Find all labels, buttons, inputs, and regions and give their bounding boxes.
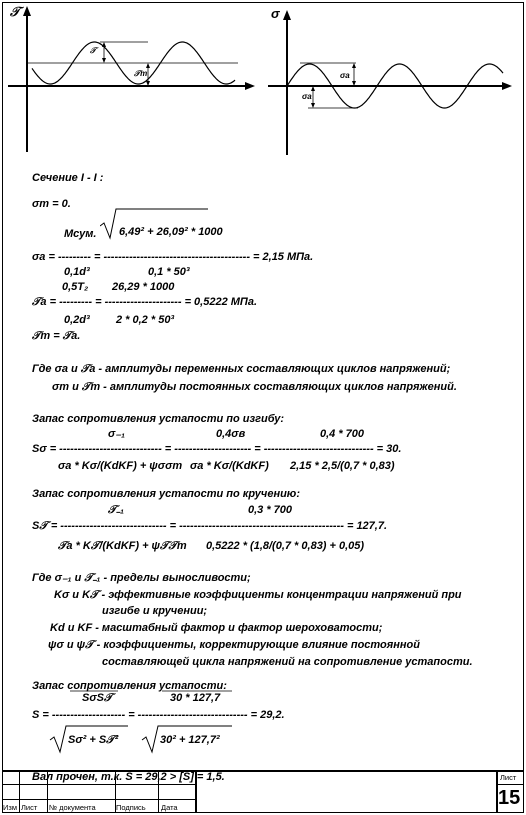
sheet-label: Лист xyxy=(500,773,517,782)
total-num2: 30 * 127,7 xyxy=(170,692,221,704)
total-heading: Запас сопротивления устапости: xyxy=(32,680,227,692)
bending-equation: Sσ = ---------------------------- = --------------------- = ------------------------------ = 30. xyxy=(32,443,402,455)
where2-line4: Kd и KF - масштабный фактор и фактор шероховатости; xyxy=(50,622,383,634)
left-y-label: 𝒯 xyxy=(10,4,20,19)
where2-line6: составляющей цикла напряжений на сопротивление устапости. xyxy=(102,656,473,668)
tau-den1: 0,2d³ xyxy=(64,314,90,326)
torsion-num2: 0,3 * 700 xyxy=(248,504,293,516)
sheet-number: 15 xyxy=(498,787,521,809)
tau-m: 𝒯m = 𝒯a. xyxy=(32,330,81,342)
m-radicand: 6,49² + 26,09² * 1000 xyxy=(119,226,223,238)
sigma-a-equation: σa = --------- = ---------------------------------------- = 2,15 МПа. xyxy=(32,251,314,263)
col-sign: Подпись xyxy=(116,803,146,812)
tau-num1: 0,5T₂ xyxy=(62,281,89,293)
torsion-den1: 𝒯a * K𝒯/(KdKF) + ψ𝒯𝒯m xyxy=(58,540,187,552)
where2-line2: Kσ и K𝒯 - эффективные коэффициенты концентрации напряжений при xyxy=(54,589,462,601)
right-amp-label-upper: σa xyxy=(340,71,350,80)
right-amp-label-lower: σa xyxy=(302,92,312,101)
bending-den1: σa * Kσ/(KdKF) + ψσσm xyxy=(58,460,183,472)
total-den1: Sσ² + S𝒯² xyxy=(68,734,119,746)
bending-den3: 2,15 * 2,5/(0,7 * 0,83) xyxy=(290,460,395,472)
torsion-heading: Запас сопротивления устапости по кручению: xyxy=(32,488,300,500)
sigma-m: σm = 0. xyxy=(32,198,71,210)
right-y-label: σ xyxy=(271,6,280,21)
bending-heading: Запас сопротивления устапости по изгибу: xyxy=(32,413,285,425)
torsion-den2: 0,5222 * (1,8/(0,7 * 0,83) + 0,05) xyxy=(206,540,365,552)
torsion-equation: S𝒯 = ----------------------------- = --------------------------------------------- = 127,7. xyxy=(32,520,388,532)
sigma-a-den2: 0,1 * 50³ xyxy=(148,266,190,278)
tau-num2: 26,29 * 1000 xyxy=(112,281,175,293)
total-den2: 30² + 127,7² xyxy=(160,734,220,746)
col-date: Дата xyxy=(161,803,178,812)
bending-num2: 0,4σв xyxy=(216,428,246,440)
total-num1: SσS𝒯 xyxy=(82,692,113,704)
tau-den2: 2 * 0,2 * 50³ xyxy=(116,314,175,326)
left-mean-label: 𝒯m xyxy=(134,69,148,78)
section-heading: Сечение I - I : xyxy=(32,172,104,184)
where2-line5: ψσ и ψ𝒯 - коэффициенты, корректирующие влияние постоянной xyxy=(48,639,420,651)
where2-line1: Где σ₋₁ и 𝒯₋₁ - пределы выносливости; xyxy=(32,572,251,584)
total-equation: S = -------------------- = ------------------------------ = 29,2. xyxy=(32,709,285,721)
where1-line1: Где σa и 𝒯a - амплитуды переменных составляющих циклов напряжений; xyxy=(32,363,451,375)
torsion-num1: 𝒯₋₁ xyxy=(108,504,125,516)
sigma-a-den1: 0,1d³ xyxy=(64,266,90,278)
bending-den2: σa * Kσ/(KdKF) xyxy=(190,460,269,472)
col-list: Лист xyxy=(21,803,38,812)
m-sum-label: Mсум. xyxy=(64,228,97,240)
where2-line3: изгибе и кручении; xyxy=(102,605,208,617)
bending-num1: σ₋₁ xyxy=(108,428,125,440)
conclusion: Вал прочен, т.к. S = 29,2 > [S] = 1,5. xyxy=(32,771,225,783)
bending-num3: 0,4 * 700 xyxy=(320,428,365,440)
tau-a-equation: 𝒯a = --------- = --------------------- = 0,5222 МПа. xyxy=(32,296,257,308)
col-doc: № документа xyxy=(49,803,96,812)
col-izm: Изм xyxy=(3,803,17,812)
where1-line2: σm и 𝒯m - амплитуды постоянных составляющих циклов напряжений. xyxy=(52,381,457,393)
left-amp-label: 𝒯 xyxy=(90,46,97,55)
